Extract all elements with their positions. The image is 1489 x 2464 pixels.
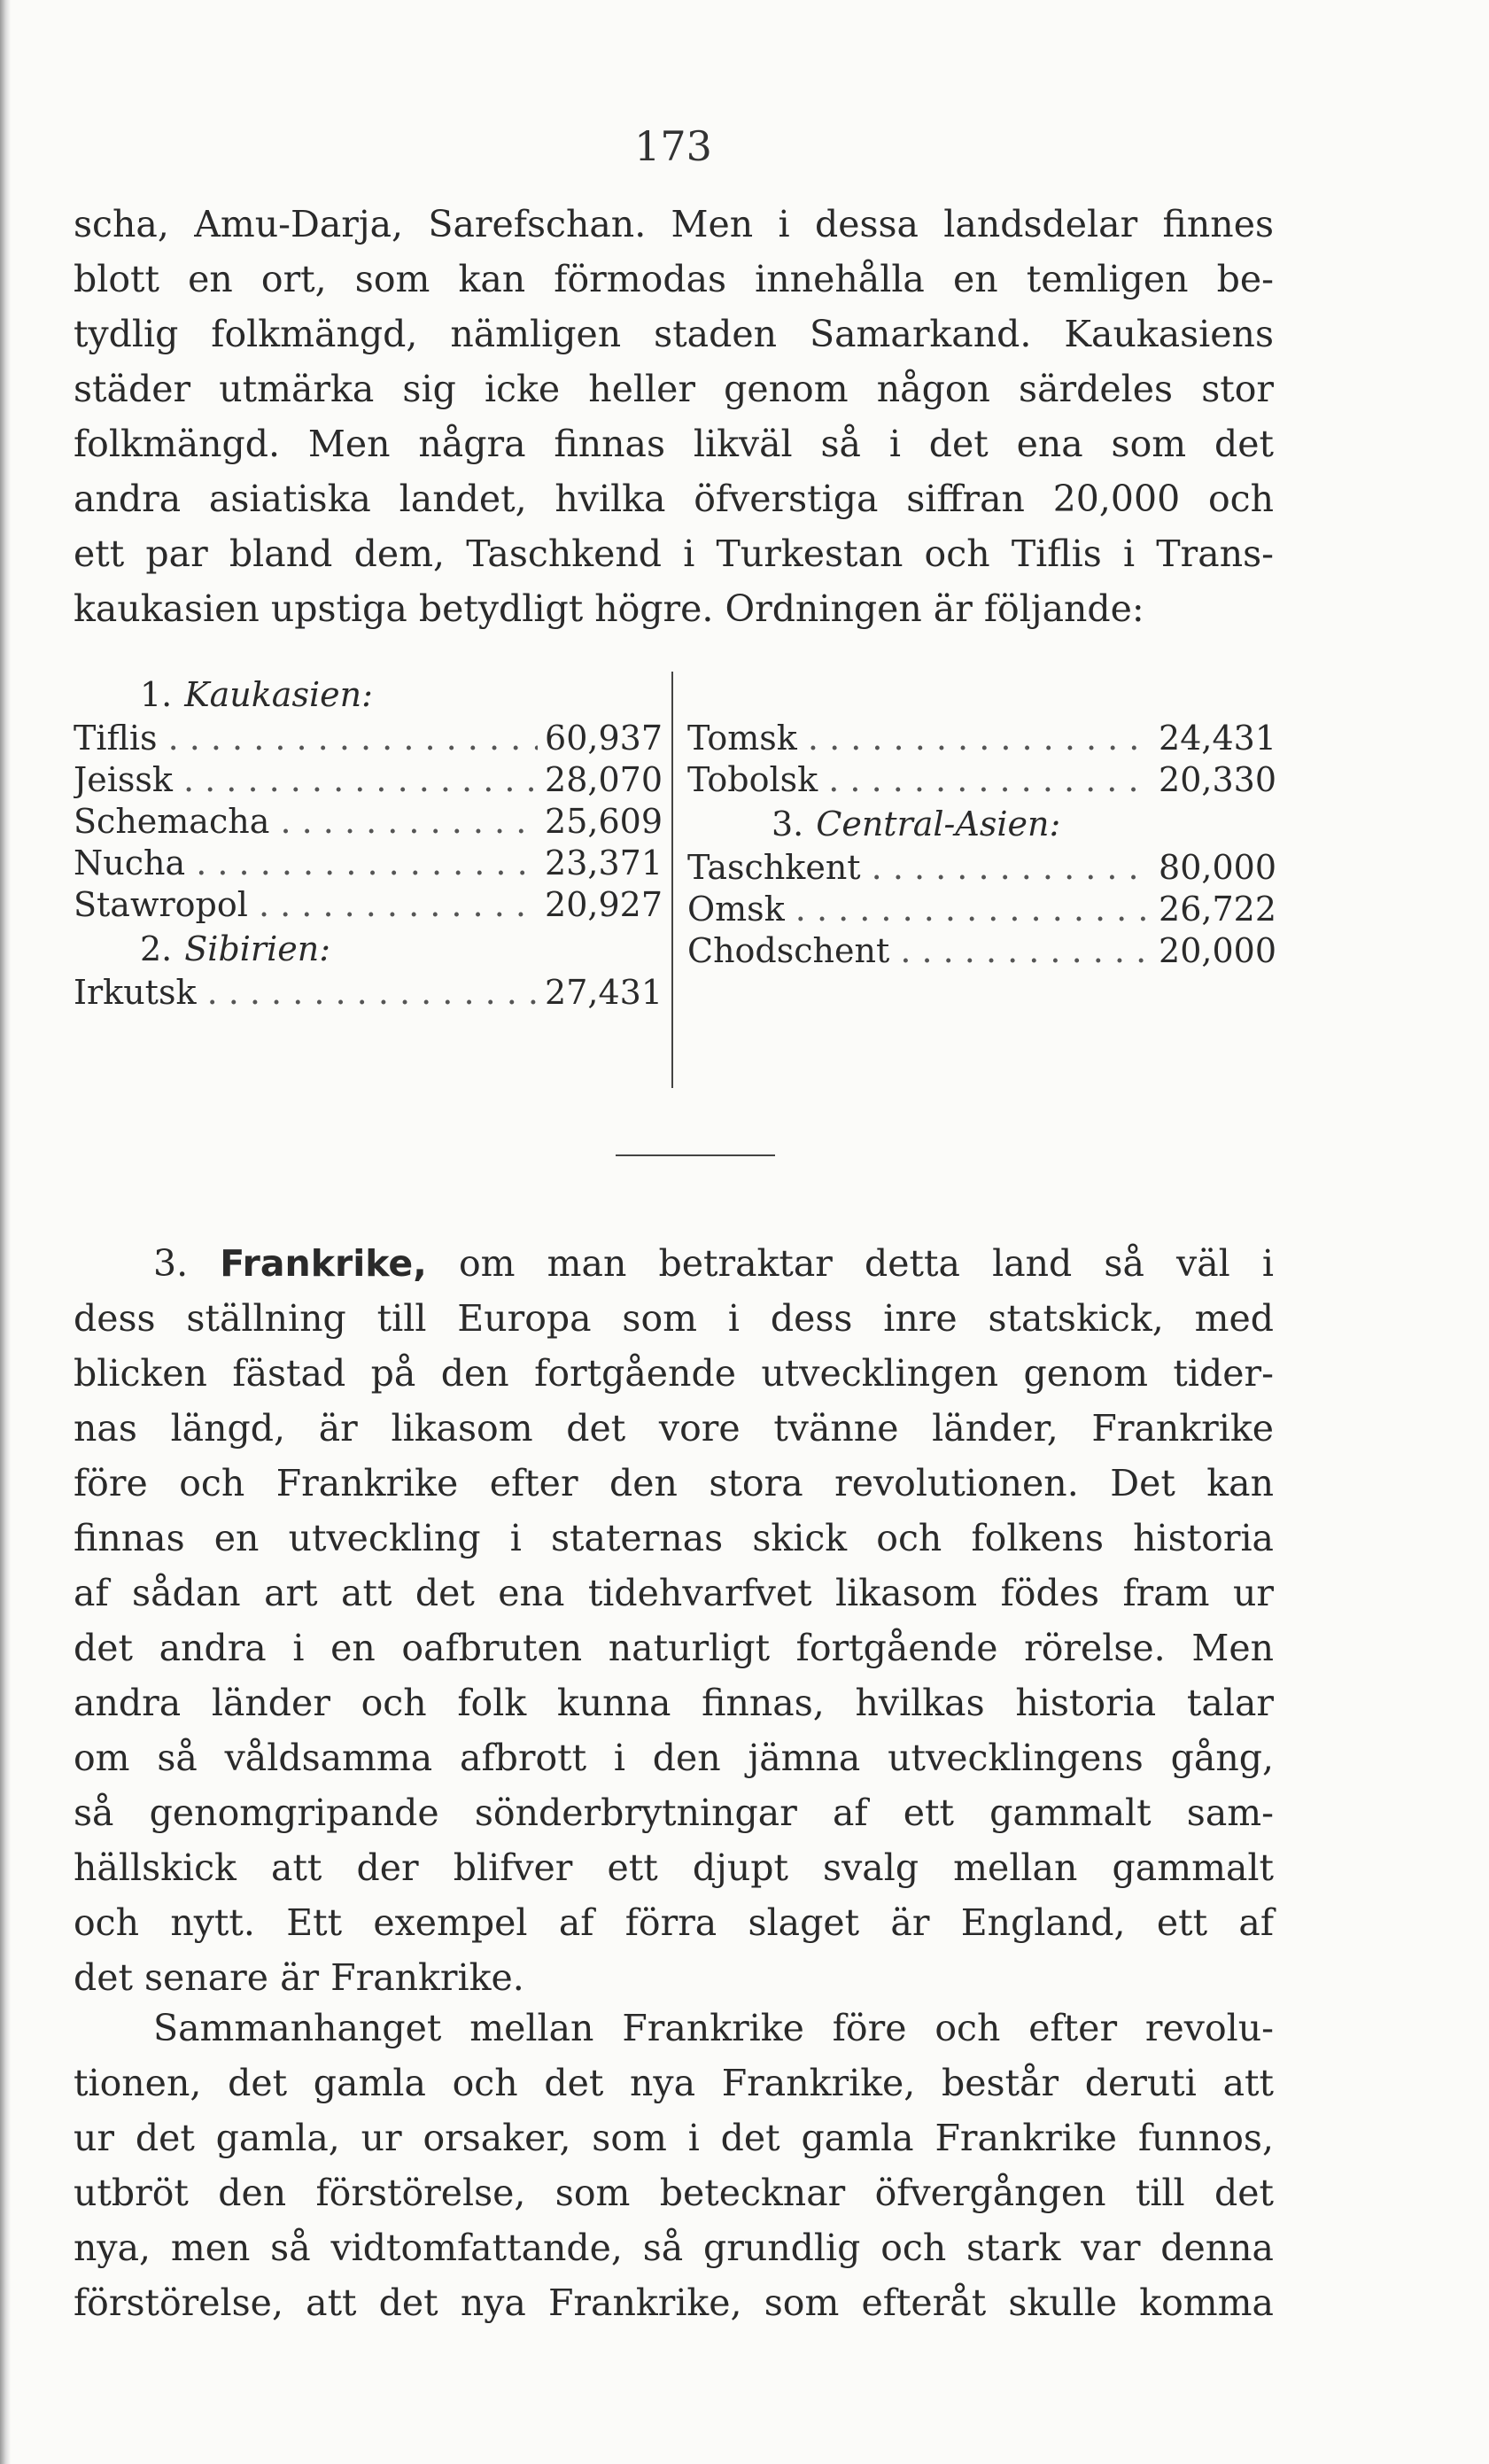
text-line: hällskick att der blifver ett djupt svalg mellan gammalt <box>74 1846 1274 1889</box>
section-title: Kaukasien: <box>184 675 373 714</box>
text-line: städer utmärka sig icke heller genom någon särdeles stor <box>74 368 1274 410</box>
section-divider <box>616 1154 775 1156</box>
paragraph-intro <box>74 197 1274 636</box>
text-line: blott en ort, som kan förmodas innehålla en temligen be- <box>74 258 1274 300</box>
section-heading-central-asien <box>687 801 1276 847</box>
text-line: andra asiatiska landet, hvilka öfverstiga siffran 20,000 och <box>74 478 1274 520</box>
city-name: Tiflis . . . <box>74 718 538 759</box>
table-right-column <box>687 672 1276 972</box>
city-name: Omsk . . . <box>687 889 1152 930</box>
text-line: ur det gamla, ur orsaker, som i det gamla Frankrike funnos, <box>74 2117 1274 2159</box>
population-value: 26,722 <box>1152 889 1276 930</box>
table-row <box>74 843 663 884</box>
text-line: nas längd, är likasom det vore tvänne länder, Frankrike <box>74 1407 1274 1450</box>
section-number: 1. <box>140 675 173 714</box>
population-value: 23,371 <box>538 843 663 884</box>
table-row <box>74 718 663 759</box>
city-name: Schemacha . . . <box>74 801 538 843</box>
paragraph-sammanhanget <box>74 2001 1274 2330</box>
text-line: kaukasien upstiga betydligt högre. Ordningen är följande: <box>74 587 1144 630</box>
text-line: utbröt den förstörelse, som betecknar öfvergången till det <box>74 2172 1274 2214</box>
text-line: Sammanhanget mellan Frankrike före och efter revolu- <box>153 2007 1274 2049</box>
table-row <box>687 718 1276 759</box>
text-line: af sådan art att det ena tidehvarfvet likasom födes fram ur <box>74 1572 1274 1614</box>
page-edge <box>0 0 11 2464</box>
paragraph-frankrike <box>74 1236 1274 2005</box>
table-row <box>687 889 1276 930</box>
text-line: scha, Amu-Darja, Sarefschan. Men i dessa landsdelar finnes <box>74 203 1274 245</box>
text-line: andra länder och folk kunna finnas, hvilkas historia talar <box>74 1682 1274 1724</box>
text-span: om man betraktar detta land så väl i <box>458 1242 1274 1285</box>
city-population-table <box>74 672 1287 1088</box>
text-line: det senare är Frankrike. <box>74 1956 524 1999</box>
table-row <box>74 759 663 801</box>
population-value: 20,330 <box>1152 759 1276 801</box>
population-value: 24,431 <box>1152 718 1276 759</box>
section-title: Sibirien: <box>184 929 331 968</box>
population-value: 60,937 <box>538 718 663 759</box>
population-value: 27,431 <box>538 972 663 1014</box>
section-number: 2. <box>140 929 173 968</box>
city-name: Nucha . . . <box>74 843 538 884</box>
table-row <box>687 847 1276 889</box>
text-line: tionen, det gamla och det nya Frankrike, består deruti att <box>74 2062 1274 2104</box>
text-line: tydlig folkmängd, nämligen staden Samarkand. Kaukasiens <box>74 313 1274 355</box>
text-line: dess ställning till Europa som i dess inre statskick, med <box>74 1297 1274 1340</box>
population-value: 25,609 <box>538 801 663 843</box>
text-line <box>74 1236 1274 1291</box>
section-heading-sibirien <box>74 926 663 972</box>
table-row <box>687 759 1276 801</box>
city-name: Tomsk . . . <box>687 718 1152 759</box>
city-name: Stawropol . . . <box>74 884 538 926</box>
text-line: det andra i en oafbruten naturligt fortgående rörelse. Men <box>74 1627 1274 1669</box>
city-name: Jeissk . . . <box>74 759 538 801</box>
page-number: 173 <box>634 122 712 170</box>
table-row <box>74 972 663 1014</box>
text-line: nya, men så vidtomfattande, så grundlig och stark var denna <box>74 2227 1274 2269</box>
city-name: Irkutsk . . . <box>74 972 538 1014</box>
population-value: 20,000 <box>1152 930 1276 972</box>
population-value: 28,070 <box>538 759 663 801</box>
column-divider <box>671 672 673 1088</box>
text-line: blicken fästad på den fortgående utvecklingen genom tider- <box>74 1352 1274 1395</box>
section-title: Central-Asien: <box>816 804 1061 843</box>
text-line: folkmängd. Men några finnas likväl så i det ena som det <box>74 423 1274 465</box>
table-row <box>74 801 663 843</box>
city-name: Taschkent . . . <box>687 847 1152 889</box>
text-line: förstörelse, att det nya Frankrike, som efteråt skulle komma <box>74 2281 1274 2324</box>
text-line: och nytt. Ett exempel af förra slaget är England, ett af <box>74 1901 1274 1944</box>
table-row <box>687 930 1276 972</box>
population-value: 80,000 <box>1152 847 1276 889</box>
section-number: 3. <box>772 804 804 843</box>
section-keyword: Frankrike, <box>220 1242 427 1285</box>
section-number: 3. <box>153 1242 189 1285</box>
table-left-column <box>74 672 663 1014</box>
city-name: Chodschent . . . <box>687 930 1152 972</box>
text-line: så genomgripande sönderbrytningar af ett gammalt sam- <box>74 1792 1274 1834</box>
text-line: finnas en utveckling i staternas skick och folkens historia <box>74 1517 1274 1559</box>
section-heading-kaukasien <box>74 672 663 718</box>
text-line: ett par bland dem, Taschkend i Turkestan och Tiflis i Trans- <box>74 532 1274 575</box>
text-line: om så våldsamma afbrott i den jämna utvecklingens gång, <box>74 1737 1274 1779</box>
spacer <box>687 672 1276 718</box>
table-row <box>74 884 663 926</box>
text-line: före och Frankrike efter den stora revolutionen. Det kan <box>74 1462 1274 1504</box>
population-value: 20,927 <box>538 884 663 926</box>
city-name: Tobolsk . . . <box>687 759 1152 801</box>
